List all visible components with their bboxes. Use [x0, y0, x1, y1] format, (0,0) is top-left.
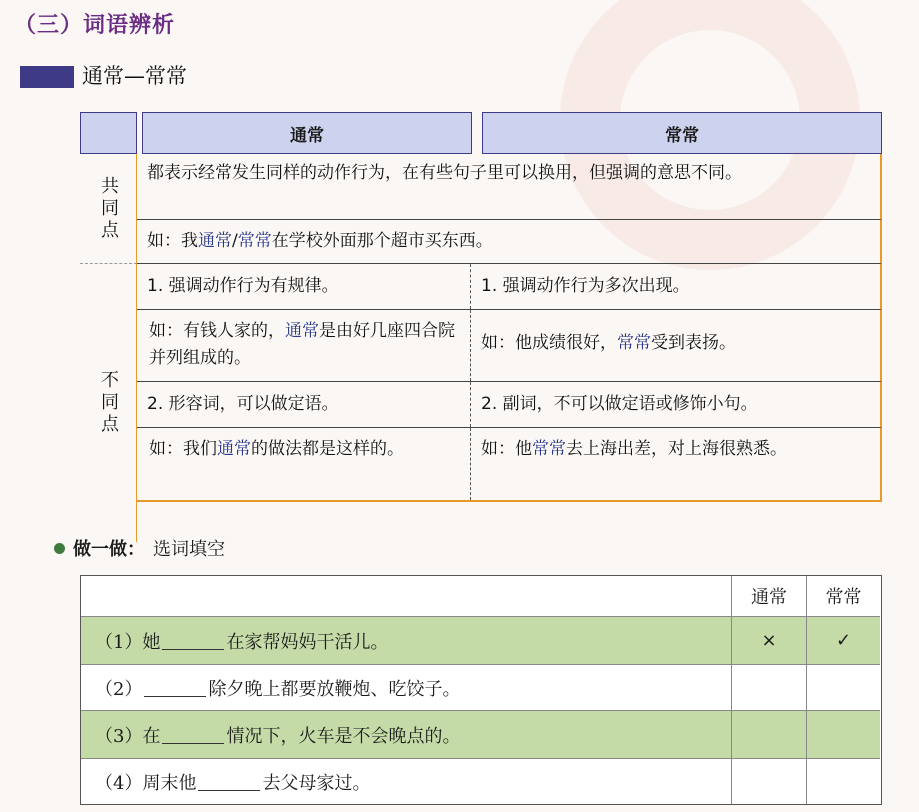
q3-choice-tongchang[interactable]	[731, 711, 806, 758]
q4-post: 去父母家过。	[262, 772, 371, 794]
diff-2-right-word: 常常	[617, 333, 651, 353]
same-desc: 都表示经常发生同样的动作行为，在有些句子里可以换用，但强调的意思不同。	[147, 163, 742, 183]
q4-pre: （4）周末他	[95, 772, 197, 794]
q3-choice-changchang[interactable]	[806, 711, 880, 758]
same-example-row	[137, 220, 882, 264]
bullet-dot-icon	[54, 543, 65, 554]
header-col-tongchang: 通常	[142, 112, 472, 154]
header-col-changchang: 常常	[482, 112, 882, 154]
exercise-heading-bold: 做一做：	[73, 539, 145, 560]
diff-3-right: 2. 副词，不可以做定语或修饰小句。	[470, 382, 880, 427]
diff-label-text: 不同点	[98, 370, 119, 436]
diff-4-left-word: 通常	[217, 439, 251, 459]
comparison-header	[80, 112, 882, 154]
q3-blank[interactable]	[162, 726, 224, 744]
same-example-word2: 常常	[237, 231, 272, 251]
diff-2-right	[470, 310, 880, 381]
same-label	[80, 154, 137, 264]
diff-4-right-word: 常常	[532, 439, 566, 459]
exercise-row-1	[81, 616, 880, 664]
word-pair-title: 通常—常常	[82, 64, 187, 88]
diff-2-left-prefix: 如：有钱人家的，	[149, 321, 285, 341]
q2-post: 除夕晚上都要放鞭炮、吃饺子。	[208, 678, 461, 700]
diff-2-right-rest: 受到表扬。	[651, 333, 736, 353]
section-title: （三）词语辨析	[14, 13, 176, 38]
q2-pre: （2）	[95, 678, 143, 700]
q3-post: 情况下，火车是不会晚点的。	[226, 725, 461, 747]
diff-row-2	[137, 310, 882, 382]
exercise-row-4	[81, 758, 880, 804]
diff-3-left: 2. 形容词，可以做定语。	[147, 394, 339, 414]
q3-pre: （3）在	[95, 725, 161, 747]
same-example-sep: /	[232, 231, 238, 251]
header-corner	[80, 112, 137, 154]
diff-4-right-prefix: 如：他	[481, 439, 532, 459]
diff-2-left	[137, 310, 470, 381]
diff-row-1	[137, 264, 882, 310]
diff-4-left	[137, 428, 470, 500]
q1-pre: （1）她	[95, 631, 161, 653]
same-example	[137, 220, 877, 263]
exercise-table	[80, 575, 882, 805]
same-label-text: 共同点	[98, 175, 119, 242]
q2-choice-tongchang[interactable]	[731, 665, 806, 710]
diff-4-left-rest: 的做法都是这样的。	[251, 439, 404, 459]
diff-label	[80, 264, 137, 542]
diff-4-right	[470, 428, 880, 500]
exercise-heading-text: 选词填空	[153, 539, 225, 560]
q2-blank[interactable]	[144, 679, 206, 697]
q4-choice-tongchang[interactable]	[731, 759, 806, 804]
q4-blank[interactable]	[198, 773, 260, 791]
diff-4-right-rest: 去上海出差，对上海很熟悉。	[566, 439, 787, 459]
q1-post: 在家帮妈妈干活儿。	[226, 631, 389, 653]
comparison-table	[80, 112, 882, 459]
exercise-q1	[81, 617, 731, 664]
diff-row-4	[137, 428, 882, 502]
q2-choice-changchang[interactable]	[806, 665, 880, 710]
exercise-col-tongchang: 通常	[731, 576, 806, 616]
diff-1-left: 1. 强调动作行为有规律。	[147, 276, 339, 296]
exercise-q4	[81, 759, 731, 804]
exercise-q3	[81, 711, 731, 758]
diff-4-left-prefix: 如：我们	[149, 439, 217, 459]
exercise-row-3	[81, 710, 880, 758]
diff-2-left-rest: 是由好几座四合院并列组成的。	[149, 321, 455, 368]
same-example-prefix: 如：我	[147, 231, 198, 251]
same-example-rest: 在学校外面那个超市买东西。	[271, 231, 493, 251]
diff-2-right-prefix: 如：他成绩很好，	[481, 333, 617, 353]
q4-choice-changchang[interactable]	[806, 759, 880, 804]
q1-choice-changchang[interactable]: ✓	[806, 617, 880, 664]
q1-choice-tongchang[interactable]: ×	[731, 617, 806, 664]
exercise-q2	[81, 665, 731, 710]
exercise-row-2	[81, 664, 880, 710]
diff-1-right: 1. 强调动作行为多次出现。	[470, 264, 880, 309]
exercise-heading	[54, 535, 225, 561]
exercise-col-changchang: 常常	[806, 576, 880, 616]
diff-row-3	[137, 382, 882, 428]
word-pair-marker	[20, 66, 74, 88]
same-desc-row	[137, 154, 882, 220]
diff-2-left-word: 通常	[285, 321, 319, 341]
same-example-word1: 通常	[198, 231, 232, 251]
q1-blank[interactable]	[162, 632, 224, 650]
